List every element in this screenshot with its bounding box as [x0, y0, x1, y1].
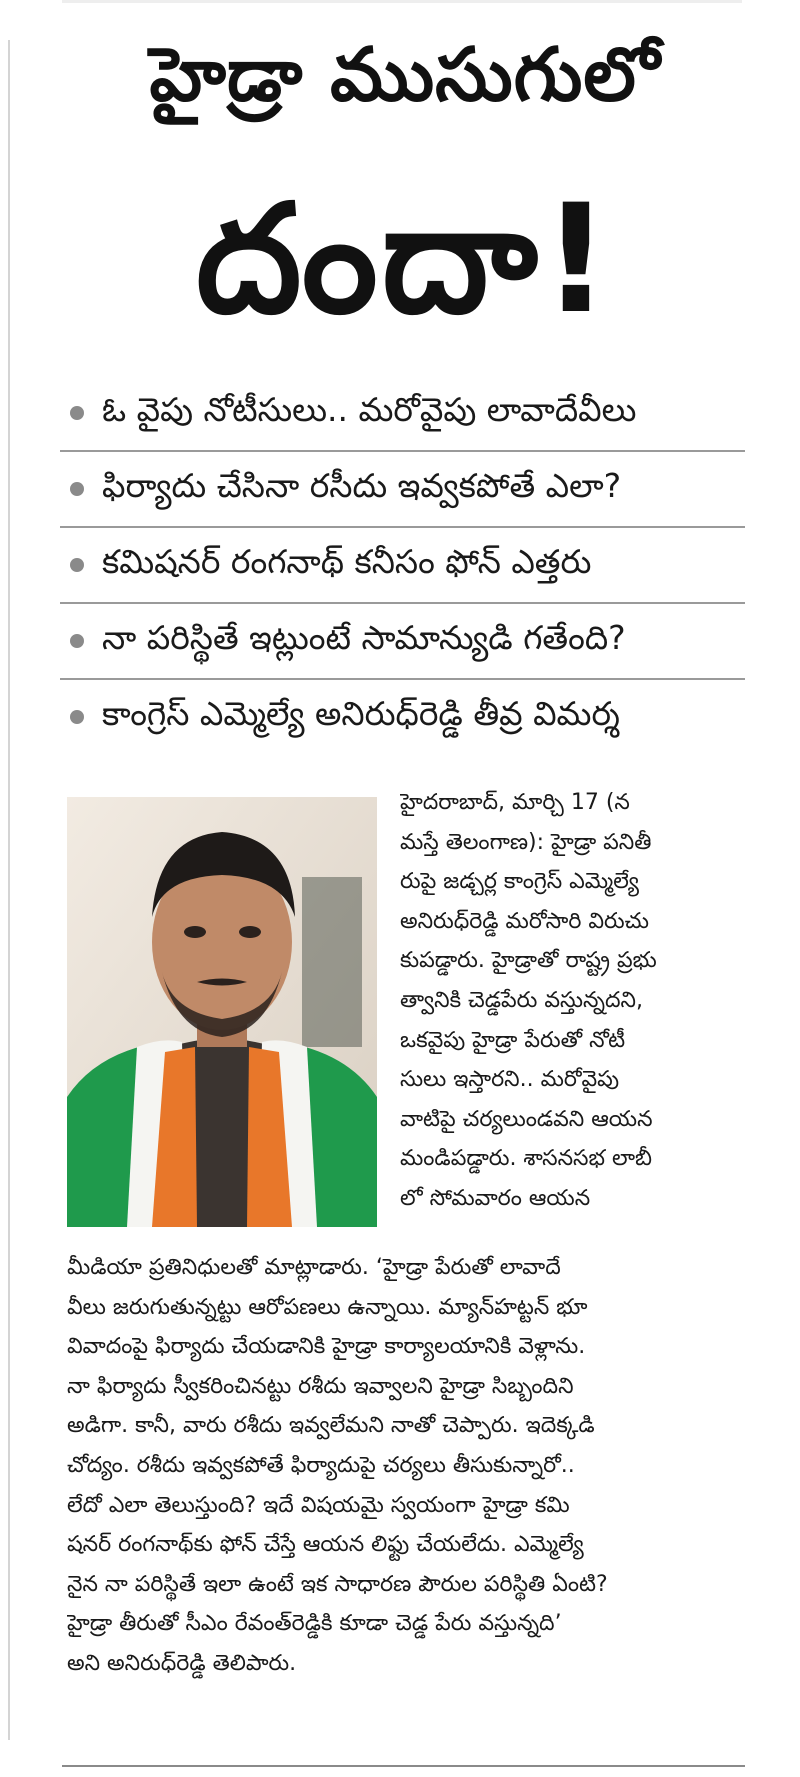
text-line: మండిపడ్డారు. శాసనసభ లాబీ: [400, 1146, 652, 1172]
text-line: హైదరాబాద్, మార్చి 17 (న: [400, 790, 630, 815]
text-line: హైడ్రా తీరుతో సీఎం రేవంత్‌రెడ్డికి కూడా చెడ్డ పేరు వస్తున్నది’: [67, 1611, 562, 1637]
bottom-divider: [62, 1765, 745, 1767]
text-line: మస్తే తెలంగాణ): హైడ్రా పనితీ: [400, 829, 652, 855]
text-line: అనిరుధ్‌రెడ్డి మరోసారి విరుచు: [400, 908, 649, 934]
text-line: నా ఫిర్యాదు స్వీకరించినట్టు రశీదు ఇవ్వాలని హైడ్రా సిబ్బందిని: [67, 1373, 574, 1399]
bullet-text: ఓ వైపు నోటీసులు.. మరోవైపు లావాదేవీలు: [102, 389, 637, 429]
text-line: వివాదంపై ఫిర్యాదు చేయడానికి హైడ్రా కార్యాలయానికి వెళ్లాను.: [67, 1334, 586, 1360]
text-line: లో సోమవారం ఆయన: [400, 1185, 591, 1211]
bullet-item: [60, 528, 745, 604]
bullet-dot-icon: [70, 634, 84, 648]
text-line: కుపడ్డారు. హైడ్రాతో రాష్ట్ర ప్రభు: [400, 948, 657, 974]
portrait-photo: [67, 797, 377, 1227]
bullet-dot-icon: [70, 482, 84, 496]
top-divider: [62, 0, 742, 3]
bullet-item: [60, 376, 745, 452]
article-intro-column: [400, 783, 745, 1219]
text-line: రుపై జడ్చర్ల కాంగ్రెస్ ఎమ్మెల్యే: [400, 869, 639, 895]
person-portrait-icon: [67, 797, 377, 1227]
headline-line-2: దందా!: [195, 173, 615, 347]
headline-line-1: హైడ్రా ముసుగులో: [149, 32, 661, 118]
text-line: చోద్యం. రశీదు ఇవ్వకపోతే ఫిర్యాదుపై చర్యలు తీసుకున్నారో..: [67, 1452, 575, 1478]
text-line: లేదో ఎలా తెలుస్తుంది? ఇదే విషయమై స్వయంగా హైడ్రా కమి: [67, 1492, 570, 1518]
bullet-text: కమిషనర్ రంగనాథ్ కనీసం ఫోన్ ఎత్తరు: [102, 541, 592, 581]
column-divider: [8, 40, 10, 1740]
text-line: నైన నా పరిస్థితే ఇలా ఉంటే ఇక సాధారణ పౌరుల పరిస్థితి ఏంటి?: [67, 1571, 608, 1597]
bullet-list: [60, 376, 745, 754]
text-line: అని అనిరుధ్‌రెడ్డి తెలిపారు.: [67, 1650, 297, 1676]
text-line: షనర్ రంగనాథ్‌కు ఫోన్ చేస్తే ఆయన లిఫ్టు చేయలేదు. ఎమ్మెల్యే: [67, 1532, 584, 1558]
bullet-dot-icon: [70, 558, 84, 572]
bullet-text: కాంగ్రెస్ ఎమ్మెల్యే అనిరుధ్‌రెడ్డి తీవ్ర విమర్శ: [102, 693, 620, 733]
text-line: వీలు జరుగుతున్నట్టు ఆరోపణలు ఉన్నాయి. మ్యాన్‌హట్టన్ భూ: [67, 1294, 588, 1320]
bullet-item: [60, 452, 745, 528]
bullet-item: [60, 680, 745, 754]
bullet-item: [60, 604, 745, 680]
text-line: ఒకవైపు హైడ్రా పేరుతో నోటీ: [400, 1027, 626, 1053]
text-line: సులు ఇస్తారని.. మరోవైపు: [400, 1067, 620, 1093]
text-line: వాటిపై చర్యలుండవని ఆయన: [400, 1106, 653, 1132]
bullet-dot-icon: [70, 710, 84, 724]
text-line: అడిగా. కానీ, వారు రశీదు ఇవ్వలేమని నాతో చెప్పారు. ఇదెక్కడి: [67, 1413, 595, 1439]
bullet-dot-icon: [70, 406, 84, 420]
article-body: [67, 1248, 745, 1684]
bullet-text: ఫిర్యాదు చేసినా రసీదు ఇవ్వకపోతే ఎలా?: [102, 465, 622, 505]
text-line: త్వానికి చెడ్డపేరు వస్తున్నదని,: [400, 987, 643, 1013]
bullet-text: నా పరిస్థితే ఇట్లుంటే సామాన్యుడి గతేంది?: [102, 617, 626, 657]
text-line: మీడియా ప్రతినిధులతో మాట్లాడారు. ‘హైడ్రా పేరుతో లావాదే: [67, 1255, 561, 1280]
